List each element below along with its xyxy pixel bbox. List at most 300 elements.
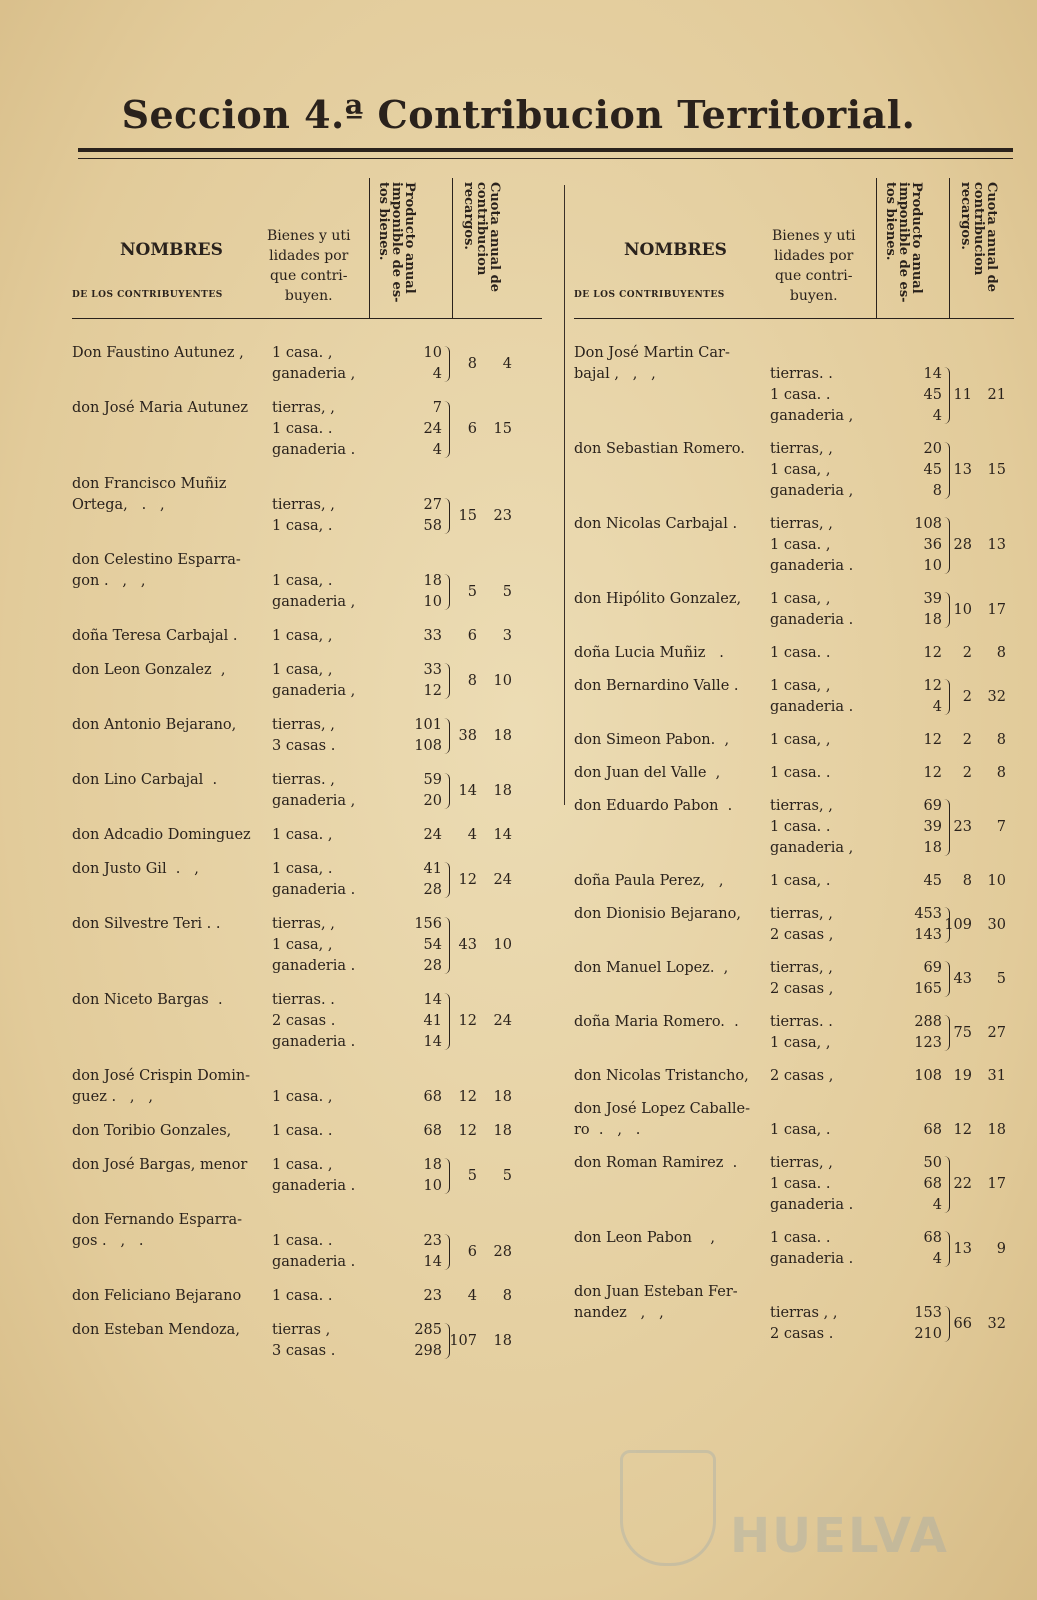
property-list: [272, 1121, 333, 1142]
property-item: 1 casa, .: [272, 573, 333, 589]
left-table-row: [72, 715, 558, 757]
product-value: 4: [432, 442, 442, 458]
product-value: 68: [923, 1176, 942, 1192]
quota-cents: 15: [493, 421, 512, 437]
right-table-row: [574, 1153, 1029, 1216]
left-header-bienes-line: buyen.: [284, 288, 333, 304]
product-values: [894, 958, 942, 1000]
property-list: [770, 871, 831, 892]
property-item: [272, 550, 355, 571]
quota-value: 2: [962, 732, 972, 748]
property-list: [272, 1286, 333, 1307]
quota-value: 6: [467, 1243, 477, 1260]
product-value: 123: [914, 1035, 942, 1051]
property-item: [770, 1282, 837, 1303]
property-item: tierras, ,: [770, 441, 833, 457]
contributor-name: don José Bargas, menor: [72, 1157, 248, 1173]
quota-value: 75: [953, 1024, 972, 1041]
product-values: [402, 1155, 442, 1197]
property-item: 3 casas .: [272, 738, 336, 754]
product-value: 14: [423, 1254, 442, 1270]
product-values: [402, 825, 442, 846]
property-list: [770, 1066, 833, 1087]
left-header-cuota: [462, 182, 501, 312]
product-value: 45: [923, 387, 942, 403]
product-value: 285: [414, 1322, 442, 1338]
quota-value: 2: [962, 688, 972, 705]
contributor-name: don Manuel Lopez. ,: [574, 960, 729, 976]
property-item: ganaderia .: [770, 612, 854, 628]
property-list: [272, 550, 355, 613]
left-header-vline: [452, 178, 453, 318]
quota-value: 6: [467, 628, 477, 644]
property-item: tierras, ,: [770, 516, 833, 532]
product-value: 41: [423, 861, 442, 877]
quota-cents: 14: [493, 827, 512, 843]
property-item: tierras, ,: [770, 906, 833, 922]
quota-value: 43: [458, 937, 477, 953]
property-list: [272, 715, 335, 757]
quota-value: 13: [953, 462, 972, 478]
property-item: 1 casa, ,: [770, 591, 831, 607]
product-values: [894, 796, 942, 859]
property-list: [272, 825, 333, 846]
left-table-row: [72, 1121, 558, 1142]
product-value: 153: [914, 1305, 942, 1321]
product-value: [402, 550, 442, 571]
archive-watermark: [600, 1450, 990, 1570]
product-values: [894, 439, 942, 502]
quota-cents: 8: [996, 645, 1006, 661]
left-header-producto: [377, 182, 416, 312]
quota-cents: 28: [493, 1243, 512, 1260]
quota-cents: 32: [987, 1315, 1006, 1332]
quota-value: 8: [467, 672, 477, 689]
title-rule-thin: [78, 158, 1013, 159]
property-list: [770, 643, 831, 664]
property-item: tierras, ,: [272, 916, 335, 932]
quota-cents: 17: [987, 1176, 1006, 1192]
product-value: 54: [423, 937, 442, 953]
property-item: tierras, ,: [770, 1155, 833, 1171]
left-table-row: [72, 1066, 558, 1108]
product-value: 20: [923, 441, 942, 457]
left-table-row: [72, 990, 558, 1053]
property-list: [272, 626, 333, 647]
left-table-row: [72, 770, 558, 812]
property-list: [770, 904, 833, 946]
property-item: 1 casa. ,: [272, 1157, 333, 1173]
property-list: [770, 514, 853, 577]
product-value: 28: [423, 882, 442, 898]
product-values: [402, 1066, 442, 1108]
product-values: [402, 1121, 442, 1142]
right-table: [574, 168, 1029, 1342]
product-value: 4: [932, 1197, 942, 1213]
right-table-row: [574, 343, 1029, 427]
right-header-producto-line: Producto anual: [909, 182, 924, 294]
property-item: 1 casa. ,: [272, 345, 333, 361]
property-list: [272, 914, 355, 977]
product-values: [402, 660, 442, 702]
quota-value: 13: [953, 1240, 972, 1257]
product-value: 39: [923, 819, 942, 835]
quota-value: 23: [953, 819, 972, 835]
right-table-header: [574, 168, 1029, 323]
contributor-name: don Fernando Esparra- gos . , .: [72, 1212, 243, 1249]
quota-cents: 27: [987, 1024, 1006, 1041]
quota-cents: 18: [493, 782, 512, 799]
product-value: 10: [423, 345, 442, 361]
product-values: [894, 676, 942, 718]
property-list: [272, 990, 355, 1053]
property-list: [770, 730, 831, 751]
quota-cents: 10: [493, 672, 512, 689]
quota-cents: 17: [987, 601, 1006, 618]
contributor-name: don José Lopez Caballe- ro . , .: [574, 1101, 751, 1138]
property-item: 1 casa. ,: [770, 537, 831, 553]
property-list: [272, 474, 335, 537]
quota-cents: 10: [987, 873, 1006, 889]
product-values: [894, 589, 942, 631]
property-item: 1 casa, ,: [770, 732, 831, 748]
product-value: 68: [423, 1123, 442, 1139]
property-item: 3 casas .: [272, 1343, 336, 1359]
product-values: [894, 763, 942, 784]
quota-value: 8: [962, 873, 972, 889]
product-value: 12: [923, 645, 942, 661]
property-list: [272, 398, 355, 461]
right-table-row: [574, 796, 1029, 859]
product-values: [894, 1012, 942, 1054]
left-table-row: [72, 914, 558, 977]
product-values: [402, 343, 442, 385]
quota-cents: 5: [996, 970, 1006, 987]
quota-value: 19: [953, 1068, 972, 1084]
contributor-name: don Hipólito Gonzalez,: [574, 591, 742, 607]
left-table-row: [72, 343, 558, 385]
product-value: 108: [914, 1068, 942, 1084]
product-value: 33: [423, 628, 442, 644]
property-item: tierras , ,: [770, 1305, 838, 1321]
product-value: 10: [423, 594, 442, 610]
title-rule: [78, 148, 1013, 152]
product-values: [894, 1066, 942, 1087]
property-item: ganaderia .: [770, 558, 854, 574]
product-value: 36: [923, 537, 942, 553]
quota-value: 2: [962, 765, 972, 781]
left-header-cuota-line: contribucion: [474, 182, 489, 276]
right-table-row: [574, 763, 1029, 784]
left-table-row: [72, 474, 558, 537]
product-value: 143: [914, 927, 942, 943]
property-item: ganaderia ,: [272, 366, 356, 382]
quota-cents: 18: [493, 727, 512, 744]
product-value: 8: [932, 483, 942, 499]
quota-value: 109: [944, 916, 972, 933]
property-item: [272, 1066, 333, 1087]
property-item: 1 casa. .: [770, 387, 831, 403]
product-value: 108: [914, 516, 942, 532]
left-table-row: [72, 660, 558, 702]
left-header-producto-line: Producto anual: [402, 182, 417, 294]
left-table-row: [72, 1210, 558, 1273]
product-value: 4: [932, 1251, 942, 1267]
product-value: 298: [414, 1343, 442, 1359]
contributor-name: don José Maria Autunez: [72, 400, 248, 416]
contributor-name: don Leon Pabon ,: [574, 1230, 715, 1246]
product-value: 45: [923, 873, 942, 889]
product-value: 39: [923, 591, 942, 607]
property-item: ganaderia ,: [770, 408, 854, 424]
product-value: 23: [423, 1288, 442, 1304]
quota-cents: 21: [987, 387, 1006, 403]
contributor-name: don Nicolas Carbajal .: [574, 516, 738, 532]
product-value: 14: [423, 1034, 442, 1050]
contributor-name: don Roman Ramirez .: [574, 1155, 738, 1171]
quota-cents: 24: [493, 871, 512, 888]
quota-cents: 15: [987, 462, 1006, 478]
quota-value: 12: [458, 1089, 477, 1105]
product-value: [894, 343, 942, 364]
right-header-cuota-line: contribucion: [971, 182, 986, 276]
property-item: ganaderia .: [272, 882, 356, 898]
product-value: 18: [423, 573, 442, 589]
contributor-name: don Dionisio Bejarano,: [574, 906, 741, 922]
quota-cents: 4: [502, 355, 512, 372]
property-item: tierras. .: [770, 366, 833, 382]
left-table-row: [72, 1320, 558, 1362]
right-header-rule: [574, 318, 1014, 319]
contributor-name: don Celestino Esparra- gon . , ,: [72, 552, 241, 589]
quota-cents: 18: [493, 1123, 512, 1139]
property-list: [272, 1155, 355, 1197]
product-value: 18: [923, 840, 942, 856]
quota-cents: 30: [987, 916, 1006, 933]
quota-cents: 7: [996, 819, 1006, 835]
product-values: [402, 398, 442, 461]
right-table-row: [574, 1282, 1029, 1345]
property-item: 1 casa, ,: [272, 662, 333, 678]
contributor-name: don Niceto Bargas .: [72, 992, 223, 1008]
contributor-name: don Francisco Muñiz Ortega, . ,: [72, 476, 227, 513]
property-list: [272, 770, 355, 812]
product-value: 4: [932, 408, 942, 424]
quota-value: 28: [953, 537, 972, 553]
contributor-name: don Silvestre Teri . .: [72, 916, 221, 932]
property-list: [272, 1210, 355, 1273]
product-value: 41: [423, 1013, 442, 1029]
property-item: ganaderia .: [770, 1251, 854, 1267]
product-value: 165: [914, 981, 942, 997]
property-item: tierras. .: [770, 1014, 833, 1030]
right-table-row: [574, 730, 1029, 751]
right-header-vline: [876, 178, 877, 318]
product-value: [402, 474, 442, 495]
left-table-row: [72, 825, 558, 846]
property-item: 2 casas .: [770, 1326, 834, 1342]
product-value: 12: [923, 765, 942, 781]
product-value: 10: [423, 1178, 442, 1194]
property-item: 1 casa. .: [272, 1233, 333, 1249]
right-table-row: [574, 589, 1029, 631]
contributor-name: don Simeon Pabon. ,: [574, 732, 730, 748]
product-value: 7: [432, 400, 442, 416]
property-item: [770, 343, 853, 364]
product-value: 12: [923, 732, 942, 748]
right-header-producto: [884, 182, 923, 312]
product-value: 50: [923, 1155, 942, 1171]
product-values: [402, 914, 442, 977]
right-table-row: [574, 871, 1029, 892]
quota-value: 8: [467, 355, 477, 372]
product-value: 101: [414, 717, 442, 733]
property-item: tierras ,: [272, 1322, 331, 1338]
contributor-name: don Juan Esteban Fer- nandez , ,: [574, 1284, 738, 1321]
product-value: 45: [923, 462, 942, 478]
product-values: [402, 770, 442, 812]
product-values: [402, 1286, 442, 1307]
contributor-name: doña Lucia Muñiz .: [574, 645, 724, 661]
property-list: [770, 1228, 853, 1270]
product-value: 27: [423, 497, 442, 513]
product-values: [894, 1228, 942, 1270]
property-item: ganaderia .: [272, 1254, 356, 1270]
property-item: 1 casa. .: [272, 1123, 333, 1139]
quota-cents: 23: [493, 507, 512, 524]
quota-cents: 8: [996, 732, 1006, 748]
property-item: ganaderia .: [272, 1034, 356, 1050]
left-table-row: [72, 626, 558, 647]
property-list: [770, 1099, 831, 1141]
quota-value: 12: [458, 1123, 477, 1139]
quota-cents: 8: [502, 1288, 512, 1304]
contributor-name: don Toribio Gonzales,: [72, 1123, 232, 1139]
quota-value: 6: [467, 421, 477, 437]
contributor-name: don Nicolas Tristancho,: [574, 1068, 749, 1084]
right-table-row: [574, 1066, 1029, 1087]
quota-value: 5: [467, 583, 477, 600]
property-list: [770, 958, 833, 1000]
quota-cents: 10: [493, 937, 512, 953]
product-values: [894, 1099, 942, 1141]
property-list: [770, 1153, 853, 1216]
product-values: [402, 990, 442, 1053]
product-value: 18: [923, 612, 942, 628]
property-item: 2 casas ,: [770, 927, 834, 943]
product-value: 4: [932, 699, 942, 715]
property-item: 2 casas ,: [770, 981, 834, 997]
right-header-cuota-line: Cuota anual de: [984, 182, 999, 292]
property-item: tierras, ,: [770, 798, 833, 814]
product-values: [402, 859, 442, 901]
product-values: [894, 514, 942, 577]
quota-value: 14: [458, 782, 477, 799]
property-item: 1 casa. ,: [272, 827, 333, 843]
property-list: [272, 660, 355, 702]
quota-value: 66: [953, 1315, 972, 1332]
quota-value: 11: [953, 387, 972, 403]
property-item: tierras, ,: [272, 400, 335, 416]
property-item: 2 casas .: [272, 1013, 336, 1029]
product-value: 14: [923, 366, 942, 382]
quota-value: 4: [467, 1288, 477, 1304]
right-table-row: [574, 439, 1029, 502]
quota-value: 12: [458, 871, 477, 888]
property-item: 2 casas ,: [770, 1068, 834, 1084]
property-item: 1 casa, ,: [770, 678, 831, 694]
product-values: [894, 730, 942, 751]
product-values: [402, 1210, 442, 1273]
quota-value: 2: [962, 645, 972, 661]
property-list: [770, 763, 831, 784]
product-values: [894, 1282, 942, 1345]
property-item: ganaderia ,: [272, 793, 356, 809]
left-table-row: [72, 1155, 558, 1197]
product-value: 12: [923, 678, 942, 694]
property-item: [770, 1099, 831, 1120]
property-item: ganaderia .: [272, 1178, 356, 1194]
property-list: [770, 439, 853, 502]
property-list: [770, 589, 853, 631]
left-header-contribuyentes: DE LOS CONTRIBUYENTES: [72, 290, 223, 300]
left-header-vline: [369, 178, 370, 318]
contributor-name: don Bernardino Valle .: [574, 678, 739, 694]
product-value: 14: [423, 992, 442, 1008]
right-table-row: [574, 514, 1029, 577]
property-item: ganaderia .: [770, 699, 854, 715]
product-value: 24: [423, 421, 442, 437]
property-item: 1 casa. .: [770, 765, 831, 781]
quota-cents: 13: [987, 537, 1006, 553]
property-item: tierras, ,: [770, 960, 833, 976]
right-header-nombres: NOMBRES: [624, 240, 727, 260]
coat-of-arms-icon: [620, 1450, 716, 1566]
left-table-header: [72, 168, 558, 323]
right-table-row: [574, 1012, 1029, 1054]
property-list: [272, 343, 355, 385]
property-item: 1 casa, .: [770, 1122, 831, 1138]
right-table-row: [574, 958, 1029, 1000]
contributor-name: don Adcadio Dominguez: [72, 827, 251, 843]
product-value: 156: [414, 916, 442, 932]
left-header-rule: [72, 318, 542, 319]
property-list: [770, 1282, 837, 1345]
property-item: ganaderia ,: [272, 683, 356, 699]
property-item: tierras, ,: [272, 497, 335, 513]
quota-value: 5: [467, 1167, 477, 1184]
product-values: [402, 1320, 442, 1362]
contributor-name: don Sebastian Romero.: [574, 441, 745, 457]
property-item: ganaderia ,: [272, 594, 356, 610]
property-item: 1 casa, .: [272, 861, 333, 877]
product-values: [402, 550, 442, 613]
property-item: 1 casa. .: [770, 645, 831, 661]
quota-value: 12: [953, 1122, 972, 1138]
quota-cents: 9: [996, 1240, 1006, 1257]
contributor-name: doña Paula Perez, ,: [574, 873, 724, 889]
quota-value: 10: [953, 601, 972, 618]
product-values: [894, 643, 942, 664]
quota-cents: 18: [493, 1089, 512, 1105]
product-values: [894, 871, 942, 892]
product-value: 453: [914, 906, 942, 922]
property-item: 1 casa. .: [272, 1288, 333, 1304]
product-value: 108: [414, 738, 442, 754]
product-value: 18: [423, 1157, 442, 1173]
left-header-producto-line: imponible de es-: [389, 182, 404, 303]
property-item: 1 casa, ,: [770, 462, 831, 478]
